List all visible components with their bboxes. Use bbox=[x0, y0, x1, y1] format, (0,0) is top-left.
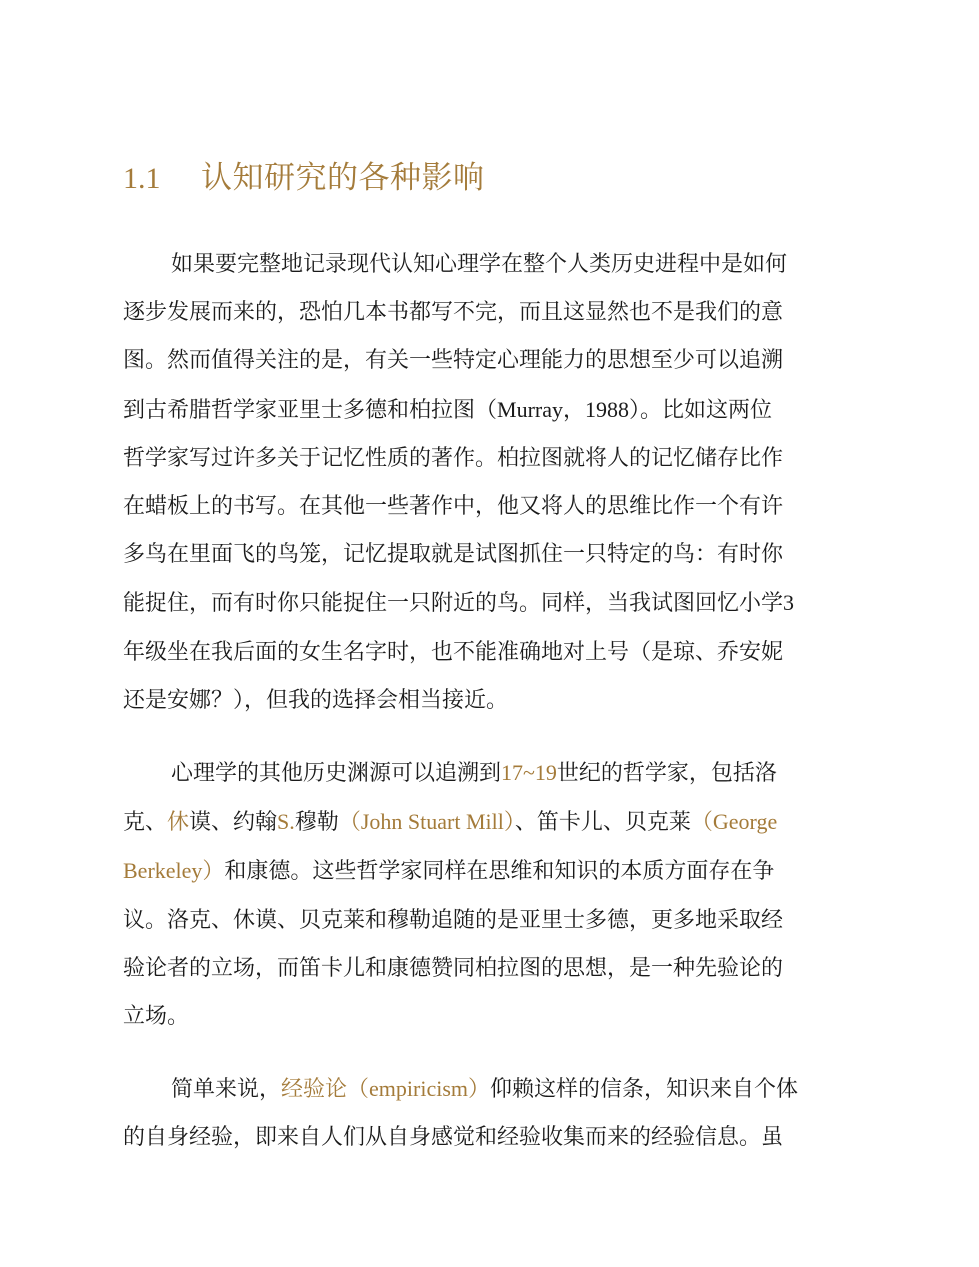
section-number: 1.1 bbox=[123, 162, 161, 195]
text-line bbox=[123, 677, 863, 725]
text-run: 图。然而值得关注的是，有关一些特定心理能力的思想至少可以追溯 bbox=[123, 348, 784, 374]
text-run: 立场。 bbox=[123, 1004, 190, 1030]
section-heading bbox=[123, 154, 485, 202]
text-run: 和康德。这些哲学家同样在思维和知识的本质方面存在争 bbox=[224, 859, 775, 885]
text-run: 的自身经验，即来自人们从自身感觉和经验收集而来的经验信息。虽 bbox=[123, 1125, 784, 1151]
highlight-term: ） bbox=[468, 1077, 491, 1103]
text-run: 世纪的哲学家，包括洛 bbox=[556, 761, 777, 787]
text-line bbox=[123, 337, 863, 385]
text-run: ， bbox=[563, 397, 586, 423]
highlight-term: empiricism bbox=[369, 1076, 469, 1102]
text-run: 多鸟在里面飞的鸟笼，记忆提取就是试图抓住一只特定的鸟：有时你 bbox=[123, 542, 784, 568]
text-line bbox=[123, 798, 863, 847]
section-title: 认知研究的各种影响 bbox=[201, 160, 485, 196]
text-line bbox=[123, 993, 863, 1041]
paragraph-1 bbox=[123, 241, 863, 725]
text-line bbox=[123, 847, 863, 896]
citation-year: 1988 bbox=[585, 396, 630, 422]
text-run: 谟、约翰 bbox=[189, 810, 278, 836]
text-run: 到古希腊哲学家亚里士多德和柏拉图（ bbox=[123, 397, 498, 423]
text-run: 议。洛克、休谟、贝克莱和穆勒追随的是亚里士多德，更多地采取经 bbox=[123, 907, 784, 933]
text-line bbox=[123, 629, 863, 677]
text-run: 如果要完整地记录现代认知心理学在整个人类历史进程中是如何 bbox=[171, 252, 788, 277]
citation-author: Murray bbox=[497, 396, 563, 422]
highlight-term: 休 bbox=[167, 810, 190, 836]
highlight-term: George bbox=[712, 809, 778, 835]
highlight-term: 经验论 bbox=[281, 1077, 348, 1103]
text-line bbox=[123, 435, 863, 483]
text-line bbox=[123, 483, 863, 531]
text-run: 验论者的立场，而笛卡儿和康德赞同柏拉图的思想，是一种先验论的 bbox=[123, 955, 784, 981]
text-line bbox=[123, 386, 863, 435]
highlight-term: Berkeley bbox=[123, 858, 203, 884]
highlight-term: John Stuart Mill bbox=[360, 809, 504, 835]
text-run: 心理学的其他历史渊源可以追溯到 bbox=[171, 761, 502, 787]
highlight-term: 17~19 bbox=[501, 760, 557, 786]
text-run: 能捉住，而有时你只能捉住一只附近的鸟。同样，当我试图回忆小学 bbox=[123, 591, 784, 617]
text-line bbox=[123, 579, 863, 628]
text-line bbox=[123, 531, 863, 579]
text-run: 仰赖这样的信条，知识来自个体 bbox=[490, 1077, 799, 1103]
text-run: 3 bbox=[783, 590, 795, 616]
highlight-term: ） bbox=[202, 859, 225, 885]
text-run: ）。比如这两位 bbox=[629, 397, 773, 423]
text-run: 穆勒 bbox=[294, 810, 339, 836]
text-run: 、笛卡儿、贝克莱 bbox=[514, 810, 691, 836]
text-line bbox=[123, 749, 863, 798]
text-run: 哲学家写过许多关于记忆性质的著作。柏拉图就将人的记忆储存比作 bbox=[123, 445, 784, 471]
text-run: 逐步发展而来的，恐怕几本书都写不完，而且这显然也不是我们的意 bbox=[123, 300, 784, 326]
text-line bbox=[123, 289, 863, 337]
paragraph-2 bbox=[123, 749, 863, 1041]
highlight-term: （ bbox=[690, 810, 713, 836]
highlight-term: ） bbox=[503, 810, 515, 836]
highlight-term: S. bbox=[277, 809, 295, 835]
body-text bbox=[123, 241, 863, 1187]
text-line bbox=[123, 897, 863, 945]
paragraph-3 bbox=[123, 1065, 863, 1162]
text-run: 简单来说， bbox=[171, 1077, 282, 1103]
text-line bbox=[123, 1114, 863, 1162]
text-line bbox=[123, 1065, 863, 1114]
text-run: 在蜡板上的书写。在其他一些著作中，他又将人的思维比作一个有许 bbox=[123, 494, 784, 520]
highlight-term: （ bbox=[338, 810, 361, 836]
text-line bbox=[123, 945, 863, 993]
highlight-term: （ bbox=[347, 1077, 370, 1103]
text-run: 还是安娜？），但我的选择会相当接近。 bbox=[123, 687, 509, 713]
text-line bbox=[123, 241, 863, 289]
text-run: 年级坐在我后面的女生名字时，也不能准确地对上号（是琼、乔安妮 bbox=[123, 639, 784, 665]
text-run: 克、 bbox=[123, 810, 168, 836]
